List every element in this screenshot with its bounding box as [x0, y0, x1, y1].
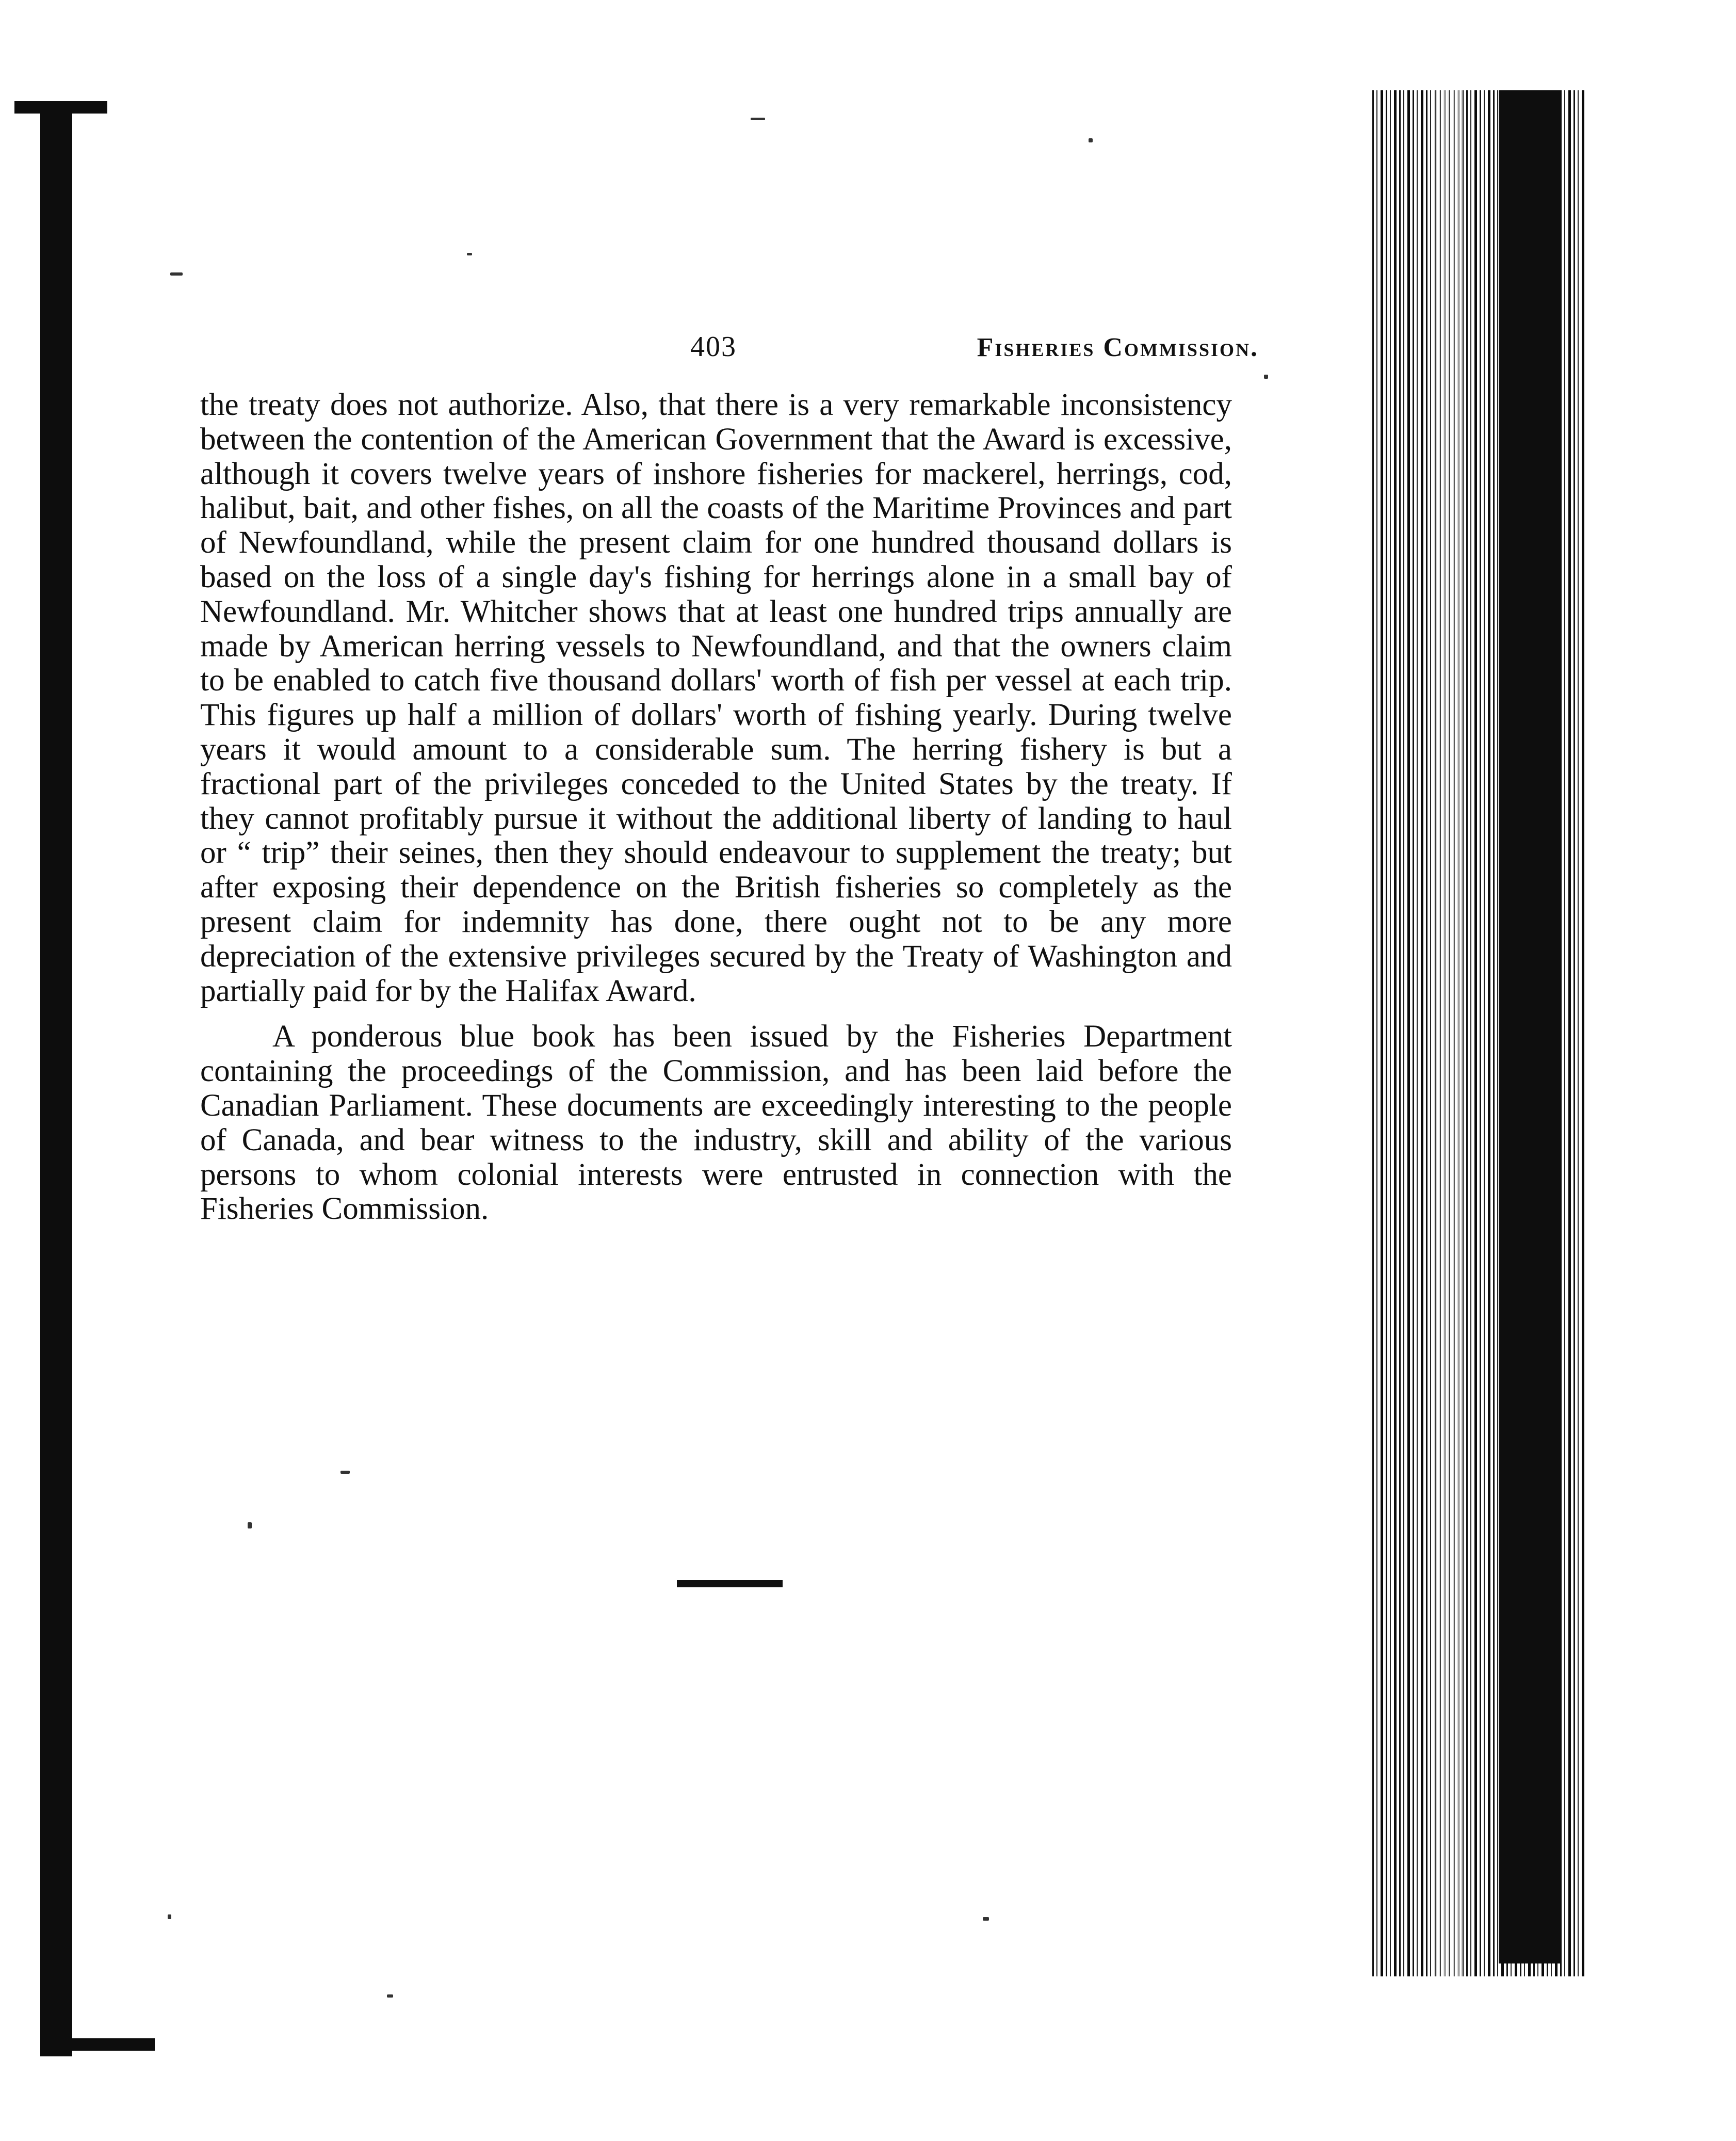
binding-shadow-left: [40, 106, 72, 2056]
scan-speck: [983, 1917, 989, 1921]
scan-speck: [1089, 138, 1093, 142]
scan-speck: [248, 1522, 252, 1528]
scan-speck: [387, 1994, 393, 1998]
paragraph: the treaty does not authorize. Also, that there is a very remarkable inconsistency between the contention of the American Government that the Award is excessive, although it covers twelve years of inshore fisheries for mackerel, herrings, cod, halibut, bait, and other fishes, on all the coasts of the Maritime Provinces and part of Newfoundland, while the present claim for one hundred thousand dollars is based on the loss of a single day's fishing for herrings alone in a small bay of Newfoundland. Mr. Whitcher shows that at least one hundred trips annually are made by American herring vessels to Newfoundland, and that the owners claim to be enabled to catch five thousand dollars' worth of fish per vessel at each trip. This figures up half a million of dollars' worth of fishing yearly. During twelve years it would amount to a considerable sum. The herring fishery is but a fractional part of the privileges conceded to the United States by the treaty. If they cannot profitably pursue it without the additional liberty of landing to haul or “ trip” their seines, then they should endeavour to supplement the treaty; but after exposing their dependence on the British fisheries so completely as the present claim for indemnity has done, there ought not to be any more depreciation of the extensive privileges secured by the Treaty of Washington and partially paid for by the Halifax Award.: [200, 388, 1232, 1008]
body-text: [200, 388, 1232, 1227]
scan-speck: [340, 1471, 350, 1474]
running-head: Fisheries Commission.: [977, 333, 1259, 362]
page-edge-stack-right-light: [1432, 90, 1463, 1976]
page-number: 403: [690, 331, 737, 363]
binding-shadow-left-bottom: [67, 2038, 155, 2051]
paragraph: A ponderous blue book has been issued by the Fisheries Department containing the proceedings of the Commission, and has been laid before the Canadian Parliament. These documents are exceedingly interesting to the people of Canada, and bear witness to the industry, skill and ability of the various persons to whom colonial interests were entrusted in connection with the Fisheries Commission.: [200, 1019, 1232, 1227]
scan-speck: [168, 1914, 171, 1919]
book-cover-edge-right: [1499, 90, 1561, 1963]
page-header: [201, 330, 1259, 372]
scan-speck: [170, 272, 183, 276]
scan-speck: [1264, 375, 1268, 379]
scan-speck: [467, 253, 472, 255]
scan-speck: [751, 118, 765, 120]
binding-shadow-left-top: [14, 101, 107, 114]
end-rule: [677, 1580, 783, 1587]
